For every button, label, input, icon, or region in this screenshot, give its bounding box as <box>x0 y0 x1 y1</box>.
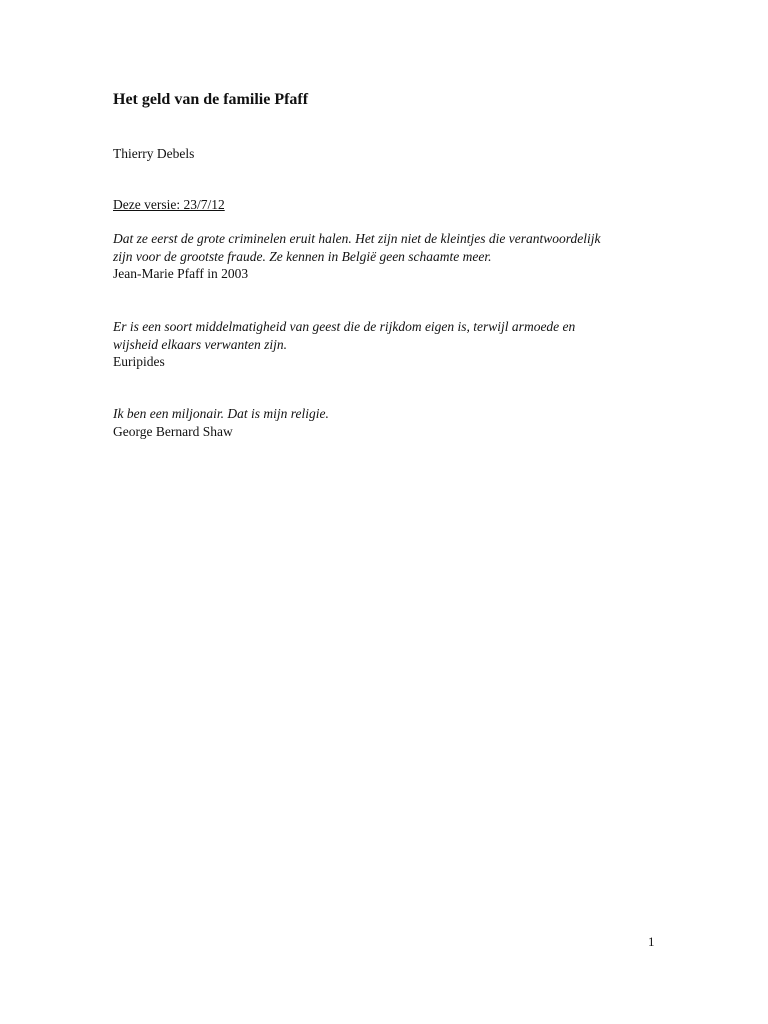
quote-source: Jean-Marie Pfaff in 2003 <box>113 266 249 281</box>
quote-block <box>113 405 673 440</box>
quote-line: Ik ben een miljonair. Dat is mijn religie. <box>113 406 329 421</box>
quote-line: Er is een soort middelmatigheid van geest die de rijkdom eigen is, terwijl armoede en <box>113 319 576 334</box>
quote-block <box>113 318 673 371</box>
quote-text <box>113 230 673 265</box>
quote-line: Dat ze eerst de grote criminelen eruit halen. Het zijn niet de kleintjes die verantwoordelijk <box>113 231 601 246</box>
quote-line: wijsheid elkaars verwanten zijn. <box>113 336 287 352</box>
document-version: Deze versie: 23/7/12 <box>113 197 225 212</box>
quote-line: zijn voor de grootste fraude. Ze kennen in België geen schaamte meer. <box>113 248 492 264</box>
quote-text <box>113 405 673 423</box>
quote-block <box>113 230 673 283</box>
quote-text <box>113 318 673 353</box>
quote-source: Euripides <box>113 354 165 369</box>
quote-source: George Bernard Shaw <box>113 423 233 439</box>
document-title: Het geld van de familie Pfaff <box>113 91 309 108</box>
page-number: 1 <box>648 934 655 949</box>
document-author: Thierry Debels <box>113 146 195 161</box>
